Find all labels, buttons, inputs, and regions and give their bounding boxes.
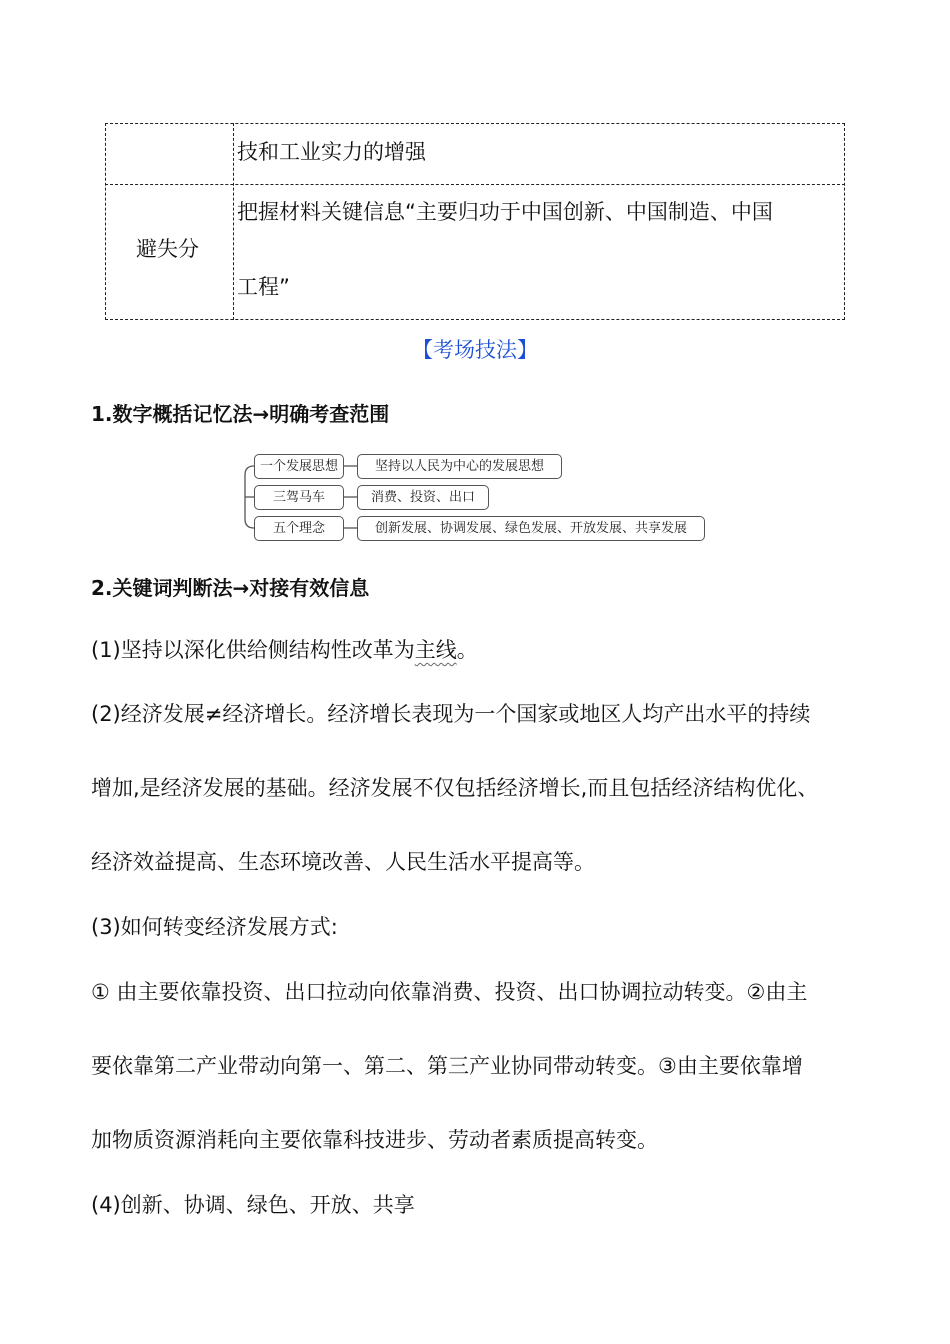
paragraph-2-line2: 增加,是经济发展的基础。经济发展不仅包括经济增长,而且包括经济结构优化、: [91, 776, 819, 800]
paragraph-1: [91, 638, 478, 662]
table-border-right: [844, 123, 845, 320]
table-row2-label: 避失分: [136, 237, 199, 261]
section-title: 【考场技法】: [412, 338, 538, 362]
emphasis-wavy-underline: 主线: [414, 638, 457, 662]
heading-number-summary: 1.数字概括记忆法→明确考查范围: [91, 402, 390, 426]
table-column-divider: [233, 123, 234, 320]
paragraph-4-line3: 加物质资源消耗向主要依靠科技进步、劳动者素质提高转变。: [91, 1128, 658, 1152]
table-border-top: [105, 123, 845, 124]
tree-node-detail: 创新发展、协调发展、绿色发展、开放发展、共享发展: [357, 516, 705, 541]
paragraph-2-line3: 经济效益提高、生态环境改善、人民生活水平提高等。: [91, 850, 595, 874]
paragraph-3: (3)如何转变经济发展方式:: [91, 915, 338, 939]
table-border-left: [105, 123, 106, 320]
tree-node-detail: 坚持以人民为中心的发展思想: [357, 454, 562, 479]
paragraph-4-line1: ① 由主要依靠投资、出口拉动向依靠消费、投资、出口协调拉动转变。②由主: [91, 980, 808, 1004]
table-row1-content: 技和工业实力的增强: [237, 140, 426, 164]
tree-node-label: 一个发展思想: [254, 454, 344, 479]
tree-node-label: 三驾马车: [254, 485, 344, 510]
paragraph-1-text: (1)坚持以深化供给侧结构性改革为: [91, 638, 415, 662]
table-row-divider: [105, 184, 845, 185]
memory-tree-diagram: [240, 451, 710, 547]
heading-keyword-judgment: 2.关键词判断法→对接有效信息: [91, 576, 370, 600]
paragraph-2-line1: (2)经济发展≠经济增长。经济增长表现为一个国家或地区人均产出水平的持续: [91, 702, 811, 726]
table-row2-content-line2: 工程”: [237, 275, 290, 299]
paragraph-4-line2: 要依靠第二产业带动向第一、第二、第三产业协同带动转变。③由主要依靠增: [91, 1054, 803, 1078]
tree-node-detail: 消费、投资、出口: [357, 485, 489, 510]
tip-table: [105, 123, 845, 320]
table-border-bottom: [105, 319, 845, 320]
table-row2-content-line1: 把握材料关键信息“主要归功于中国创新、中国制造、中国: [237, 200, 773, 224]
paragraph-1-end: 。: [456, 638, 478, 662]
paragraph-5: (4)创新、协调、绿色、开放、共享: [91, 1193, 415, 1217]
tree-node-label: 五个理念: [254, 516, 344, 541]
